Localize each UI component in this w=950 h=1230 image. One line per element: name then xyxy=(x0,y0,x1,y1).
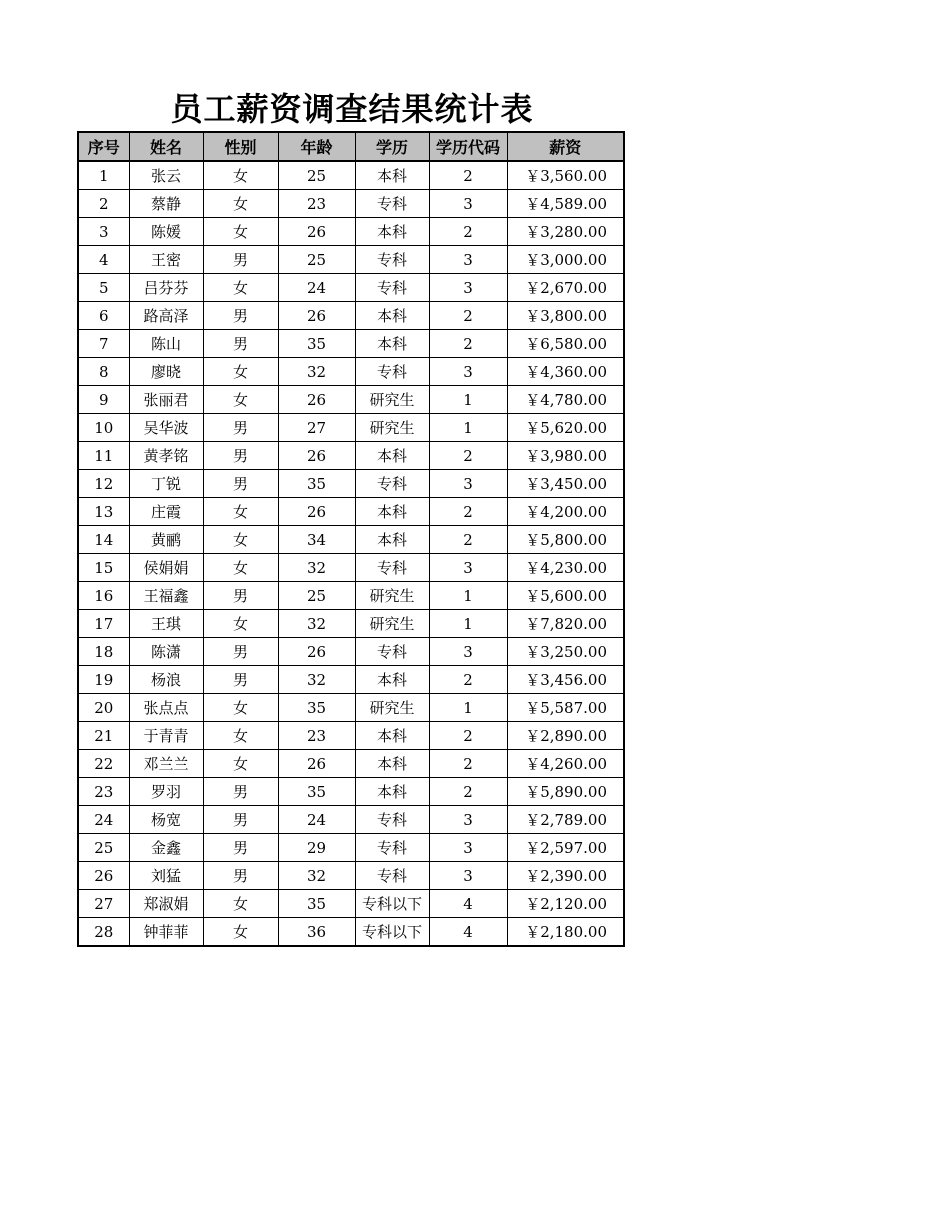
cell-gender: 女 xyxy=(203,694,278,722)
cell-name: 陈潇 xyxy=(129,638,203,666)
cell-age: 32 xyxy=(278,666,355,694)
table-body xyxy=(78,161,624,946)
cell-education: 专科 xyxy=(355,274,429,302)
cell-name: 黄鹂 xyxy=(129,526,203,554)
cell-age: 32 xyxy=(278,610,355,638)
cell-index: 19 xyxy=(78,666,129,694)
cell-education: 本科 xyxy=(355,330,429,358)
cell-gender: 女 xyxy=(203,498,278,526)
cell-index: 18 xyxy=(78,638,129,666)
page-title: 员工薪资调查结果统计表 xyxy=(170,90,534,128)
cell-education-code: 1 xyxy=(429,582,507,610)
cell-index: 16 xyxy=(78,582,129,610)
cell-salary: ￥5,890.00 xyxy=(507,778,624,806)
cell-education: 本科 xyxy=(355,526,429,554)
cell-index: 8 xyxy=(78,358,129,386)
cell-gender: 男 xyxy=(203,834,278,862)
cell-gender: 男 xyxy=(203,246,278,274)
table-row xyxy=(78,862,624,890)
cell-age: 29 xyxy=(278,834,355,862)
cell-age: 35 xyxy=(278,778,355,806)
table-row xyxy=(78,358,624,386)
cell-gender: 女 xyxy=(203,274,278,302)
cell-index: 2 xyxy=(78,190,129,218)
cell-name: 郑淑娟 xyxy=(129,890,203,918)
cell-salary: ￥3,250.00 xyxy=(507,638,624,666)
cell-salary: ￥7,820.00 xyxy=(507,610,624,638)
cell-name: 钟菲菲 xyxy=(129,918,203,947)
cell-education-code: 2 xyxy=(429,498,507,526)
table-row xyxy=(78,722,624,750)
cell-education: 专科 xyxy=(355,190,429,218)
cell-index: 28 xyxy=(78,918,129,947)
cell-name: 王福鑫 xyxy=(129,582,203,610)
cell-name: 邓兰兰 xyxy=(129,750,203,778)
cell-education-code: 2 xyxy=(429,442,507,470)
cell-name: 路高泽 xyxy=(129,302,203,330)
column-header-age: 年龄 xyxy=(278,132,355,161)
cell-index: 27 xyxy=(78,890,129,918)
cell-education-code: 2 xyxy=(429,778,507,806)
cell-education: 专科 xyxy=(355,246,429,274)
table-row xyxy=(78,470,624,498)
cell-gender: 女 xyxy=(203,750,278,778)
cell-salary: ￥2,597.00 xyxy=(507,834,624,862)
table-row xyxy=(78,274,624,302)
cell-name: 杨宽 xyxy=(129,806,203,834)
cell-salary: ￥3,800.00 xyxy=(507,302,624,330)
cell-age: 35 xyxy=(278,470,355,498)
cell-gender: 男 xyxy=(203,470,278,498)
cell-index: 14 xyxy=(78,526,129,554)
cell-age: 24 xyxy=(278,806,355,834)
cell-education-code: 3 xyxy=(429,554,507,582)
cell-age: 26 xyxy=(278,386,355,414)
cell-index: 24 xyxy=(78,806,129,834)
cell-education-code: 1 xyxy=(429,694,507,722)
cell-education-code: 3 xyxy=(429,358,507,386)
cell-gender: 女 xyxy=(203,890,278,918)
table-row xyxy=(78,442,624,470)
cell-gender: 女 xyxy=(203,610,278,638)
table-row xyxy=(78,386,624,414)
cell-name: 张丽君 xyxy=(129,386,203,414)
column-header-education-code: 学历代码 xyxy=(429,132,507,161)
cell-index: 6 xyxy=(78,302,129,330)
cell-salary: ￥3,000.00 xyxy=(507,246,624,274)
cell-education-code: 4 xyxy=(429,890,507,918)
cell-age: 32 xyxy=(278,862,355,890)
cell-age: 23 xyxy=(278,190,355,218)
cell-name: 黄孝铭 xyxy=(129,442,203,470)
column-header-salary: 薪资 xyxy=(507,132,624,161)
cell-gender: 男 xyxy=(203,806,278,834)
cell-name: 张点点 xyxy=(129,694,203,722)
cell-education: 研究生 xyxy=(355,414,429,442)
cell-gender: 男 xyxy=(203,442,278,470)
cell-education-code: 4 xyxy=(429,918,507,947)
cell-age: 32 xyxy=(278,358,355,386)
cell-gender: 女 xyxy=(203,161,278,190)
cell-education: 本科 xyxy=(355,302,429,330)
cell-index: 17 xyxy=(78,610,129,638)
cell-age: 35 xyxy=(278,890,355,918)
cell-salary: ￥4,230.00 xyxy=(507,554,624,582)
table-row xyxy=(78,750,624,778)
cell-education-code: 3 xyxy=(429,806,507,834)
table-row xyxy=(78,414,624,442)
cell-education: 研究生 xyxy=(355,610,429,638)
cell-salary: ￥2,670.00 xyxy=(507,274,624,302)
cell-index: 3 xyxy=(78,218,129,246)
cell-name: 吕芬芬 xyxy=(129,274,203,302)
cell-index: 9 xyxy=(78,386,129,414)
table-row xyxy=(78,218,624,246)
table-row xyxy=(78,666,624,694)
cell-age: 25 xyxy=(278,161,355,190)
table-row xyxy=(78,498,624,526)
cell-name: 廖晓 xyxy=(129,358,203,386)
cell-salary: ￥3,980.00 xyxy=(507,442,624,470)
cell-education-code: 2 xyxy=(429,302,507,330)
cell-age: 32 xyxy=(278,554,355,582)
cell-education-code: 2 xyxy=(429,666,507,694)
cell-education-code: 2 xyxy=(429,161,507,190)
cell-gender: 男 xyxy=(203,778,278,806)
cell-education: 本科 xyxy=(355,666,429,694)
cell-index: 21 xyxy=(78,722,129,750)
cell-education: 专科 xyxy=(355,638,429,666)
cell-salary: ￥2,180.00 xyxy=(507,918,624,947)
cell-education-code: 2 xyxy=(429,526,507,554)
cell-gender: 男 xyxy=(203,666,278,694)
cell-salary: ￥2,390.00 xyxy=(507,862,624,890)
cell-education: 专科 xyxy=(355,470,429,498)
table-row xyxy=(78,918,624,947)
cell-salary: ￥4,260.00 xyxy=(507,750,624,778)
table-row xyxy=(78,694,624,722)
cell-index: 5 xyxy=(78,274,129,302)
table-row xyxy=(78,638,624,666)
cell-salary: ￥5,800.00 xyxy=(507,526,624,554)
cell-index: 4 xyxy=(78,246,129,274)
cell-name: 陈山 xyxy=(129,330,203,358)
cell-name: 刘猛 xyxy=(129,862,203,890)
cell-gender: 男 xyxy=(203,638,278,666)
cell-salary: ￥5,587.00 xyxy=(507,694,624,722)
cell-age: 26 xyxy=(278,302,355,330)
cell-name: 庄霞 xyxy=(129,498,203,526)
cell-index: 26 xyxy=(78,862,129,890)
cell-name: 王密 xyxy=(129,246,203,274)
cell-salary: ￥2,120.00 xyxy=(507,890,624,918)
cell-education-code: 1 xyxy=(429,414,507,442)
column-header-index: 序号 xyxy=(78,132,129,161)
header-row xyxy=(78,132,624,161)
table-row xyxy=(78,806,624,834)
table-row xyxy=(78,246,624,274)
cell-name: 蔡静 xyxy=(129,190,203,218)
table-row xyxy=(78,302,624,330)
cell-education-code: 3 xyxy=(429,274,507,302)
table-row xyxy=(78,190,624,218)
cell-age: 26 xyxy=(278,750,355,778)
cell-salary: ￥3,450.00 xyxy=(507,470,624,498)
cell-education-code: 2 xyxy=(429,722,507,750)
cell-education-code: 3 xyxy=(429,470,507,498)
cell-gender: 男 xyxy=(203,862,278,890)
cell-gender: 女 xyxy=(203,722,278,750)
cell-age: 23 xyxy=(278,722,355,750)
cell-index: 12 xyxy=(78,470,129,498)
cell-gender: 女 xyxy=(203,386,278,414)
cell-name: 于青青 xyxy=(129,722,203,750)
table-row xyxy=(78,554,624,582)
table-row xyxy=(78,330,624,358)
cell-index: 7 xyxy=(78,330,129,358)
column-header-name: 姓名 xyxy=(129,132,203,161)
cell-age: 27 xyxy=(278,414,355,442)
cell-age: 25 xyxy=(278,246,355,274)
cell-index: 1 xyxy=(78,161,129,190)
cell-gender: 女 xyxy=(203,918,278,947)
cell-education-code: 3 xyxy=(429,862,507,890)
cell-age: 24 xyxy=(278,274,355,302)
table-row xyxy=(78,890,624,918)
cell-education: 本科 xyxy=(355,750,429,778)
cell-gender: 女 xyxy=(203,190,278,218)
cell-education-code: 2 xyxy=(429,750,507,778)
cell-salary: ￥4,589.00 xyxy=(507,190,624,218)
cell-education: 专科以下 xyxy=(355,918,429,947)
cell-index: 15 xyxy=(78,554,129,582)
cell-salary: ￥2,789.00 xyxy=(507,806,624,834)
cell-gender: 男 xyxy=(203,414,278,442)
column-header-gender: 性别 xyxy=(203,132,278,161)
cell-age: 26 xyxy=(278,442,355,470)
cell-name: 王琪 xyxy=(129,610,203,638)
cell-education-code: 1 xyxy=(429,610,507,638)
cell-index: 11 xyxy=(78,442,129,470)
cell-name: 陈媛 xyxy=(129,218,203,246)
cell-index: 10 xyxy=(78,414,129,442)
cell-age: 35 xyxy=(278,330,355,358)
table-row xyxy=(78,610,624,638)
table-row xyxy=(78,582,624,610)
salary-table xyxy=(77,131,625,947)
cell-salary: ￥6,580.00 xyxy=(507,330,624,358)
cell-salary: ￥2,890.00 xyxy=(507,722,624,750)
cell-index: 20 xyxy=(78,694,129,722)
cell-gender: 男 xyxy=(203,302,278,330)
cell-salary: ￥4,360.00 xyxy=(507,358,624,386)
cell-age: 26 xyxy=(278,498,355,526)
cell-index: 22 xyxy=(78,750,129,778)
cell-education-code: 2 xyxy=(429,218,507,246)
cell-education: 专科 xyxy=(355,806,429,834)
cell-gender: 女 xyxy=(203,218,278,246)
cell-education: 本科 xyxy=(355,778,429,806)
cell-education: 专科 xyxy=(355,862,429,890)
cell-age: 36 xyxy=(278,918,355,947)
cell-salary: ￥3,560.00 xyxy=(507,161,624,190)
cell-education: 本科 xyxy=(355,442,429,470)
cell-gender: 女 xyxy=(203,526,278,554)
cell-education: 本科 xyxy=(355,722,429,750)
cell-age: 26 xyxy=(278,638,355,666)
cell-name: 金鑫 xyxy=(129,834,203,862)
cell-education: 专科 xyxy=(355,834,429,862)
cell-education-code: 3 xyxy=(429,246,507,274)
cell-name: 张云 xyxy=(129,161,203,190)
cell-education-code: 2 xyxy=(429,330,507,358)
cell-salary: ￥5,600.00 xyxy=(507,582,624,610)
cell-name: 丁锐 xyxy=(129,470,203,498)
cell-age: 25 xyxy=(278,582,355,610)
cell-education: 专科 xyxy=(355,554,429,582)
cell-education: 研究生 xyxy=(355,582,429,610)
cell-name: 杨浪 xyxy=(129,666,203,694)
table-row xyxy=(78,526,624,554)
cell-education: 研究生 xyxy=(355,386,429,414)
cell-education: 本科 xyxy=(355,498,429,526)
cell-age: 34 xyxy=(278,526,355,554)
cell-index: 23 xyxy=(78,778,129,806)
cell-salary: ￥4,780.00 xyxy=(507,386,624,414)
cell-salary: ￥3,280.00 xyxy=(507,218,624,246)
cell-name: 侯娟娟 xyxy=(129,554,203,582)
table-row xyxy=(78,161,624,190)
cell-salary: ￥3,456.00 xyxy=(507,666,624,694)
cell-gender: 女 xyxy=(203,358,278,386)
cell-salary: ￥5,620.00 xyxy=(507,414,624,442)
cell-gender: 男 xyxy=(203,582,278,610)
cell-education: 本科 xyxy=(355,218,429,246)
cell-education: 本科 xyxy=(355,161,429,190)
cell-gender: 女 xyxy=(203,554,278,582)
cell-age: 26 xyxy=(278,218,355,246)
cell-gender: 男 xyxy=(203,330,278,358)
cell-salary: ￥4,200.00 xyxy=(507,498,624,526)
table-row xyxy=(78,778,624,806)
column-header-education: 学历 xyxy=(355,132,429,161)
cell-education-code: 3 xyxy=(429,834,507,862)
cell-index: 13 xyxy=(78,498,129,526)
cell-education: 研究生 xyxy=(355,694,429,722)
cell-education-code: 3 xyxy=(429,638,507,666)
table-row xyxy=(78,834,624,862)
cell-name: 吴华波 xyxy=(129,414,203,442)
cell-index: 25 xyxy=(78,834,129,862)
cell-education: 专科以下 xyxy=(355,890,429,918)
cell-education-code: 1 xyxy=(429,386,507,414)
cell-name: 罗羽 xyxy=(129,778,203,806)
cell-education: 专科 xyxy=(355,358,429,386)
cell-age: 35 xyxy=(278,694,355,722)
cell-education-code: 3 xyxy=(429,190,507,218)
